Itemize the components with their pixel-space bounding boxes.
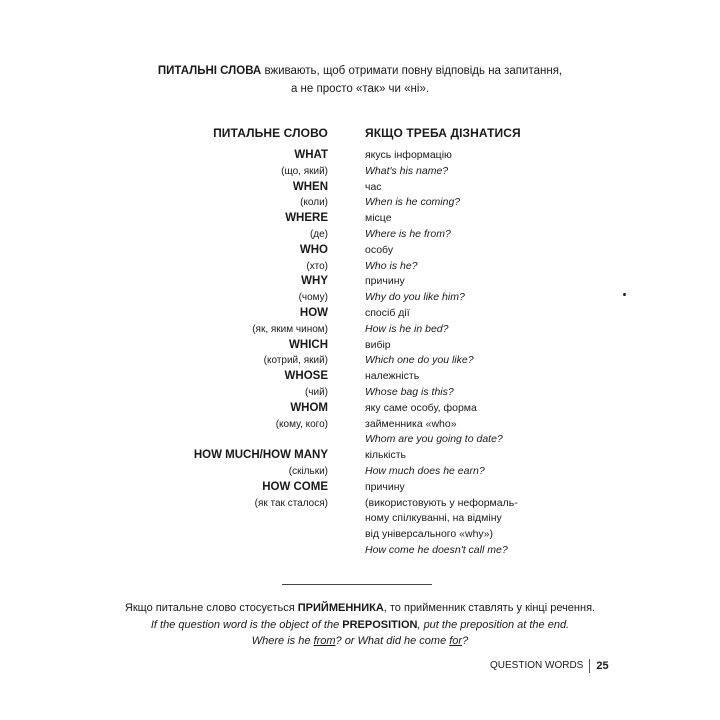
left-row [108,148,328,164]
question-word-translation: (чий) [304,386,328,398]
meaning-text: спосіб дії [365,306,410,319]
example-sentence: How is he in bed? [365,322,449,335]
meaning-text: час [365,180,382,193]
footnote-l1-text-c: , то прийменник ставлять у кінці речення. [383,602,596,614]
footnote-line-1 [100,600,620,617]
footnote-l3-text-c: ? or What did he come [335,635,450,647]
meaning-text: особу [365,243,394,256]
question-word: HOW [299,306,328,319]
question-word: WHY [301,275,328,288]
page-number: 25 [596,660,609,672]
footnote-l2-text-c: , put the preposition at the end. [417,618,570,631]
left-row [108,432,328,448]
left-row [108,353,328,369]
section-title: QUESTION WORDS [490,660,584,671]
left-row [108,322,328,338]
left-row [108,211,328,227]
left-row [108,496,328,512]
question-word-translation: (котрий, який) [263,355,328,367]
left-row [108,464,328,480]
example-sentence: Whose bag is this? [365,385,454,398]
question-word: WHERE [285,212,328,225]
meaning-text: яку саме особу, форма [365,401,477,414]
question-word-translation: (коли) [300,197,328,209]
meaning-text: причину [365,275,405,288]
meaning-text: причину [365,480,405,493]
left-row [108,227,328,243]
question-word-translation: (хто) [306,260,328,272]
question-word: WHO [299,243,328,256]
stray-dot [623,293,626,296]
footnote-l2-text-a: If the question word is the object of the [150,618,343,631]
example-sentence: When is he coming? [365,196,461,209]
left-row [108,164,328,180]
question-word-translation: (що, який) [281,165,328,177]
question-word-translation: (де) [309,228,328,240]
left-row [108,259,328,275]
footnote [100,600,620,650]
left-row [108,274,328,290]
question-word-column [108,124,328,511]
question-word-translation: (як, яким чином) [252,323,328,335]
intro-rest: вживають, щоб отримати повну відповідь на запитання, [261,65,563,77]
intro-line-2: а не просто «так» чи «ні». [290,83,430,95]
footnote-l1-bold: ПРИЙМЕННИКА [297,602,384,614]
example-sentence: Who is he? [365,259,418,272]
footnote-line-3 [100,633,620,650]
left-row [108,417,328,433]
meaning-text: кількість [365,449,406,462]
question-word: HOW MUCH/HOW MANY [193,449,328,462]
example-sentence: Why do you like him? [365,291,465,304]
intro-paragraph [140,62,580,98]
question-word: WHAT [294,149,328,161]
footnote-line-2 [100,617,620,634]
example-sentence: Whom are you going to date? [365,433,503,446]
meaning-text: якусь інформацію [365,149,452,161]
meaning-text: ному спілкуванні, на відміну [365,512,502,525]
left-row [108,180,328,196]
question-word-translation: (чому) [298,292,328,304]
footnote-l3-text-a: Where is he [251,635,314,647]
example-sentence: What's his name? [365,164,449,177]
meaning-column [365,124,565,559]
meaning-text: (використовують у неформаль- [365,496,518,509]
section-divider [282,584,432,585]
left-row [108,480,328,496]
example-sentence: How come he doesn't call me? [365,543,508,556]
question-word: WHEN [292,180,328,193]
footnote-l3-text-e: ? [462,635,469,647]
left-column-header: ПИТАЛЬНЕ СЛОВО [213,126,328,140]
meaning-text: займенника «who» [365,417,457,430]
left-row [108,195,328,211]
meaning-text: вибір [365,338,391,351]
intro-bold: ПИТАЛЬНІ СЛОВА [157,65,262,77]
left-row [108,401,328,417]
meaning-list [365,148,565,559]
meaning-text: місце [365,212,392,225]
intro-line-1 [140,62,580,80]
question-word: WHICH [289,338,328,351]
meaning-text: належність [365,370,420,383]
footnote-l2-bold: PREPOSITION [342,618,418,631]
left-row [108,369,328,385]
footnote-l1-text-a: Якщо питальне слово стосується [124,602,298,614]
question-word-list [108,148,328,511]
left-row [108,243,328,259]
question-word-translation: (як так сталося) [254,497,328,509]
left-row [108,290,328,306]
left-row [108,306,328,322]
example-sentence: How much does he earn? [365,464,485,477]
page-footer [490,659,609,673]
question-word: HOW COME [262,480,328,493]
question-word-translation: (скільки) [288,465,328,477]
question-word-translation: (кому, кого) [275,418,328,430]
right-column-header: ЯКЩО ТРЕБА ДІЗНАТИСЯ [365,126,521,140]
left-row [108,338,328,354]
example-sentence: Where is he from? [365,227,451,240]
footnote-l3-underline-from: from [313,635,336,647]
question-word: WHOSE [284,370,328,383]
left-row [108,385,328,401]
left-row [108,448,328,464]
example-sentence: Which one do you like? [365,354,474,367]
question-word: WHOM [290,401,328,414]
footnote-l3-underline-for: for [449,635,463,647]
meaning-text: від універсального «why») [365,528,494,541]
footer-separator [589,659,590,673]
